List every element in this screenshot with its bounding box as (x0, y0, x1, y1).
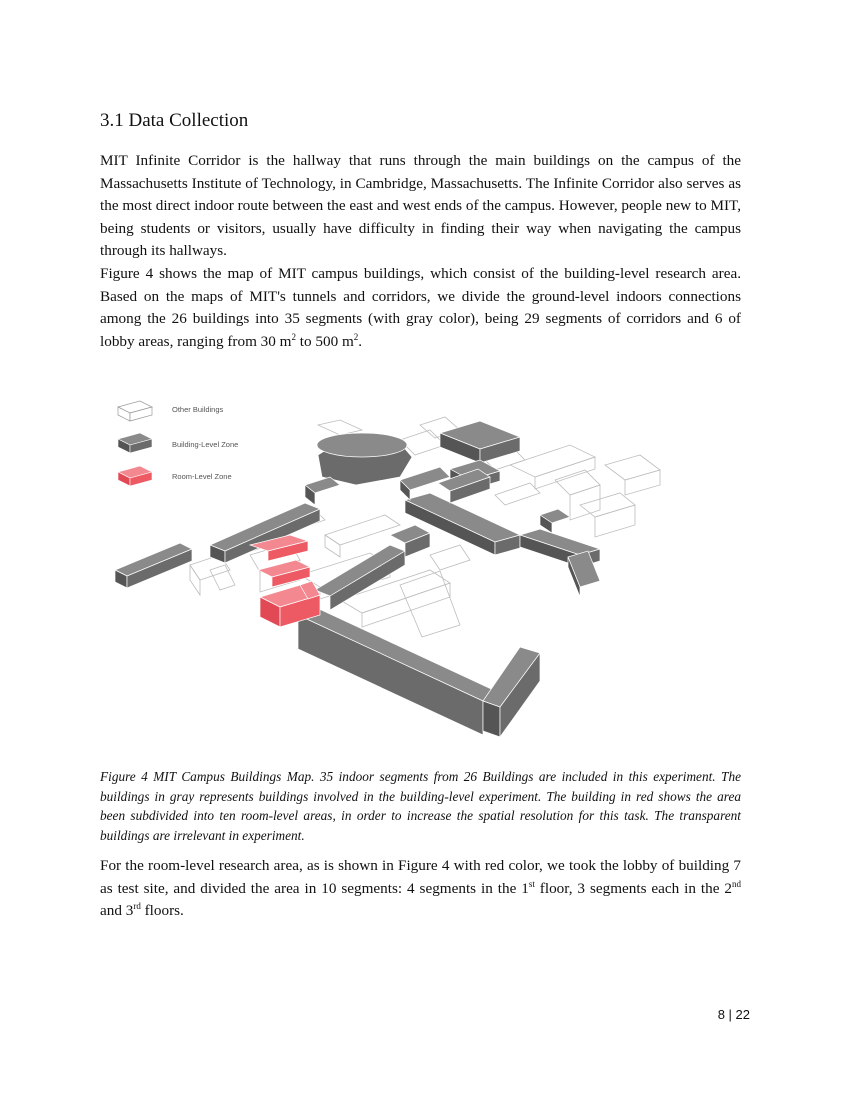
paragraph-intro: MIT Infinite Corridor is the hallway that runs through the main buildings on the campus of the Massachusetts Institute of Technology, in Cambridge, Massachusetts. The Infinite Corridor also serves as the most direct indoor route between the east and west ends of the campus. However, people new to MIT, being students or visitors, usually have difficulty in finding their way when navigating the campus through its hallways. (100, 152, 741, 259)
p3-sup-2: nd (732, 878, 741, 889)
p3-sup-1: st (528, 878, 535, 889)
p3-b: floor, 3 segments each in the 2 (534, 879, 732, 897)
p3-sup-3: rd (133, 901, 141, 911)
paragraph-room-level (100, 855, 741, 923)
p2-text: Figure 4 shows the map of MIT campus buildings, which consist of the building-level research area. Based on the maps of MIT's tunnels and corridors, we divide the ground-level indoors connections among the 26 buildings into 35 segments (with gray color), being 29 segments of corridors and 6 of lobby areas, ranging from 30 m (100, 265, 741, 350)
building-level-zone (115, 421, 600, 737)
p3-a: For the room-level research area, as is shown in Figure 4 with red color, we took the lobby of building 7 as test site, and divided the area in 10 segments: 4 segments in the 1 (100, 857, 741, 897)
p3-d: floors. (140, 902, 184, 919)
figure-caption: Figure 4 MIT Campus Buildings Map. 35 indoor segments from 26 Buildings are included in this experiment. The buildings in gray represents buildings involved in the building-level experiment. The building in red shows the area been subdivided into ten room-level areas, in order to increase the spatial resolution for this task. The transparent buildings are irrelevant in experiment. (100, 769, 741, 843)
legend-room-label: Room-Level Zone (172, 472, 232, 481)
page-number: 8 | 22 (717, 1007, 750, 1022)
campus-map-figure (100, 385, 741, 760)
p3-c: and 3 (100, 902, 134, 919)
legend-room-swatch (118, 466, 152, 486)
section-heading: 3.1 Data Collection (100, 110, 249, 131)
legend (118, 401, 238, 486)
p2-sup-1: 2 (291, 331, 296, 342)
legend-building-swatch (118, 433, 152, 453)
legend-other-swatch (118, 401, 152, 421)
legend-building-label: Building-Level Zone (172, 440, 239, 449)
campus-map-illustration (100, 385, 741, 760)
p2-end: . (358, 332, 363, 350)
legend-other-label: Other Buildings (172, 405, 224, 414)
paragraph-figure-description (100, 263, 741, 353)
p2-mid: to 500 m (295, 332, 354, 350)
p2-sup-2: 2 (353, 331, 359, 342)
